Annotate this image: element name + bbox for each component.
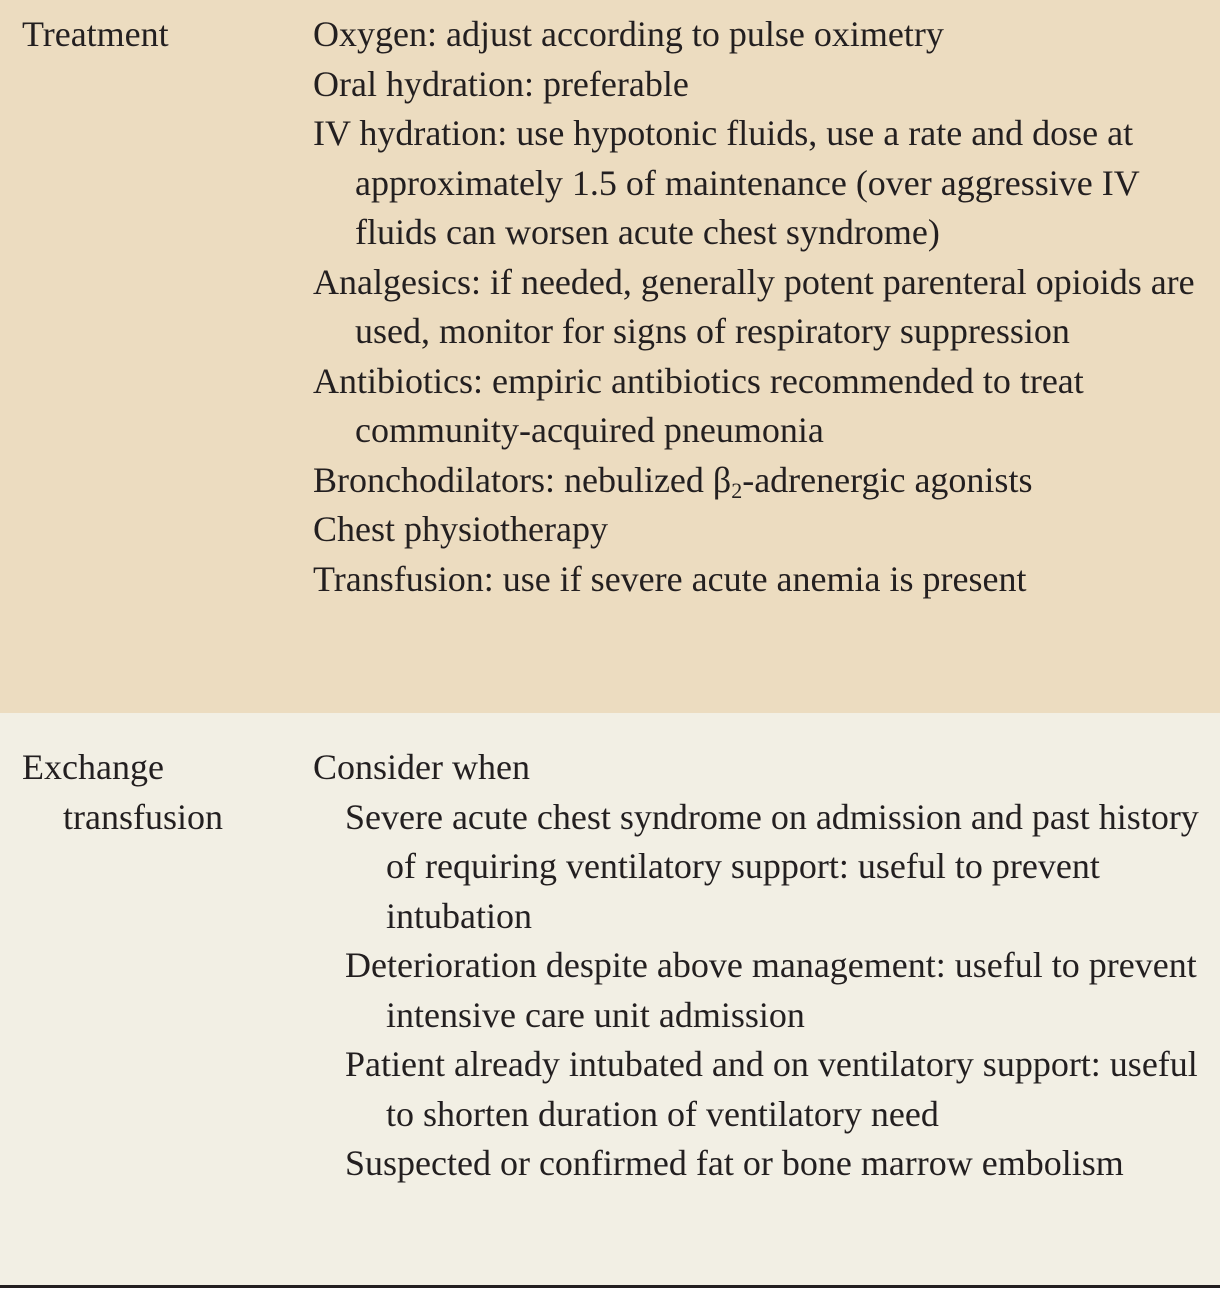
exchange-sub-item-severe: Severe acute chest syndrome on admission and past history of requiring ventilatory support: useful to prevent intubation [345,796,1199,936]
exchange-transfusion-row [0,713,1220,1285]
bronchodilators-suffix: -adrenergic agonists [742,459,1033,500]
treatment-label: Treatment [22,14,169,54]
treatment-item-bronchodilators [313,456,1216,506]
bronchodilators-prefix: Bronchodilators: nebulized β [313,459,732,500]
treatment-label-cell [0,10,313,713]
bronchodilators-subscript: 2 [731,477,743,503]
table-bottom-rule [0,1285,1220,1288]
exchange-label-cell [0,743,313,1285]
exchange-sub-item-deterioration: Deterioration despite above management: useful to prevent intensive care unit admission [345,945,1197,1035]
exchange-label-line2: transfusion [63,796,223,837]
treatment-item-transfusion: Transfusion: use if severe acute anemia is present [313,558,1027,599]
treatment-item-oxygen: Oxygen: adjust according to pulse oximetry [313,14,944,54]
exchange-sub-item-intubated: Patient already intubated and on ventilatory support: useful to shorten duration of ventilatory need [345,1044,1198,1134]
treatment-item-antibiotics: Antibiotics: empiric antibiotics recommended to treat community-acquired pneumonia [313,360,1084,450]
exchange-sub-item-embolism: Suspected or confirmed fat or bone marrow embolism [345,1143,1124,1183]
treatment-item-iv-hydration: IV hydration: use hypotonic fluids, use a rate and dose at approximately 1.5 of maintenance (over aggressive IV fluids can worsen acute chest syndrome) [313,113,1140,252]
treatment-item-oral-hydration: Oral hydration: preferable [313,63,689,104]
exchange-label-line1: Exchange [22,747,164,787]
treatment-item-analgesics: Analgesics: if needed, generally potent parenteral opioids are used, monitor for signs of respiratory suppression [313,261,1195,351]
exchange-content-cell [313,743,1220,1285]
treatment-item-chest-physiotherapy: Chest physiotherapy [313,509,608,549]
exchange-sub-list [313,793,1220,1189]
exchange-intro: Consider when [313,747,530,787]
treatment-content-cell [313,10,1220,713]
